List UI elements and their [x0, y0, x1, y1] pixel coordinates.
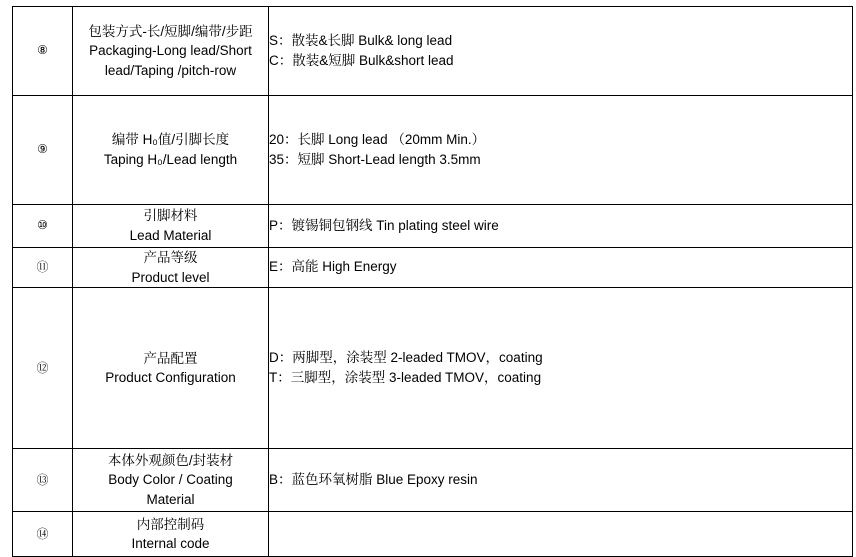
row-name-line: Taping H₀/Lead length	[103, 152, 238, 167]
row-value-line: E：高能 High Energy	[269, 259, 397, 275]
row-name	[73, 248, 269, 288]
row-name-line: 引脚材料	[143, 208, 198, 224]
row-value	[269, 512, 853, 557]
specification-table	[12, 6, 853, 557]
row-value	[269, 7, 853, 96]
row-name	[73, 512, 269, 557]
table-row	[13, 205, 853, 248]
row-name	[73, 7, 269, 96]
row-value-line: S：散装&长脚 Bulk& long lead	[269, 32, 453, 48]
row-name	[73, 205, 269, 248]
table-row	[13, 7, 853, 96]
row-name-line: Lead Material	[129, 228, 212, 243]
row-index: ⑫	[13, 288, 73, 449]
row-index: ⑬	[13, 449, 73, 512]
row-name	[73, 449, 269, 512]
row-index: ⑧	[13, 7, 73, 96]
row-value-line: D：两脚型，涂装型 2-leaded TMOV，coating	[269, 349, 543, 365]
row-value	[269, 96, 853, 205]
row-value	[269, 205, 853, 248]
row-value-line: 20：长脚 Long lead （20mm Min.）	[269, 131, 486, 147]
row-name-line: Body Color / Coating	[108, 472, 233, 488]
row-index: ⑩	[13, 205, 73, 248]
table-row	[13, 449, 853, 512]
row-name-line: 内部控制码	[136, 516, 205, 532]
row-name-line: Product level	[131, 269, 210, 285]
row-index: ⑨	[13, 96, 73, 205]
row-value-line: T：三脚型，涂装型 3-leaded TMOV，coating	[269, 370, 542, 386]
row-value	[269, 288, 853, 449]
row-name-line: Internal code	[131, 536, 210, 552]
row-name-line: Packaging-Long lead/Short	[89, 43, 252, 59]
row-value-line: P：镀锡铜包钢线 Tin plating steel wire	[269, 217, 499, 233]
row-name-line: 产品等级	[143, 250, 198, 265]
row-name-line: 产品配置	[143, 350, 198, 366]
row-name-line: lead/Taping /pitch-row	[104, 62, 237, 78]
table-row	[13, 288, 853, 449]
row-value-line: B：蓝色环氧树脂 Blue Epoxy resin	[269, 472, 478, 487]
row-value	[269, 449, 853, 512]
row-name-line: Material	[146, 491, 195, 507]
row-name-line: 本体外观颜色/封装材	[107, 452, 234, 468]
table-row	[13, 248, 853, 288]
row-value-line: 35：短脚 Short-Lead length 3.5mm	[269, 152, 481, 167]
row-index: ⑭	[13, 512, 73, 557]
row-value	[269, 248, 853, 288]
table-row	[13, 96, 853, 205]
row-name-line: 编带 H₀值/引脚长度	[111, 132, 230, 148]
row-name	[73, 288, 269, 449]
row-name-line: Product Configuration	[105, 370, 236, 386]
row-index: ⑪	[13, 248, 73, 288]
row-value-line: C：散装&短脚 Bulk&short lead	[269, 53, 454, 68]
table-row	[13, 512, 853, 557]
row-name-line: 包装方式-长/短脚/编带/步距	[88, 23, 253, 39]
row-name	[73, 96, 269, 205]
